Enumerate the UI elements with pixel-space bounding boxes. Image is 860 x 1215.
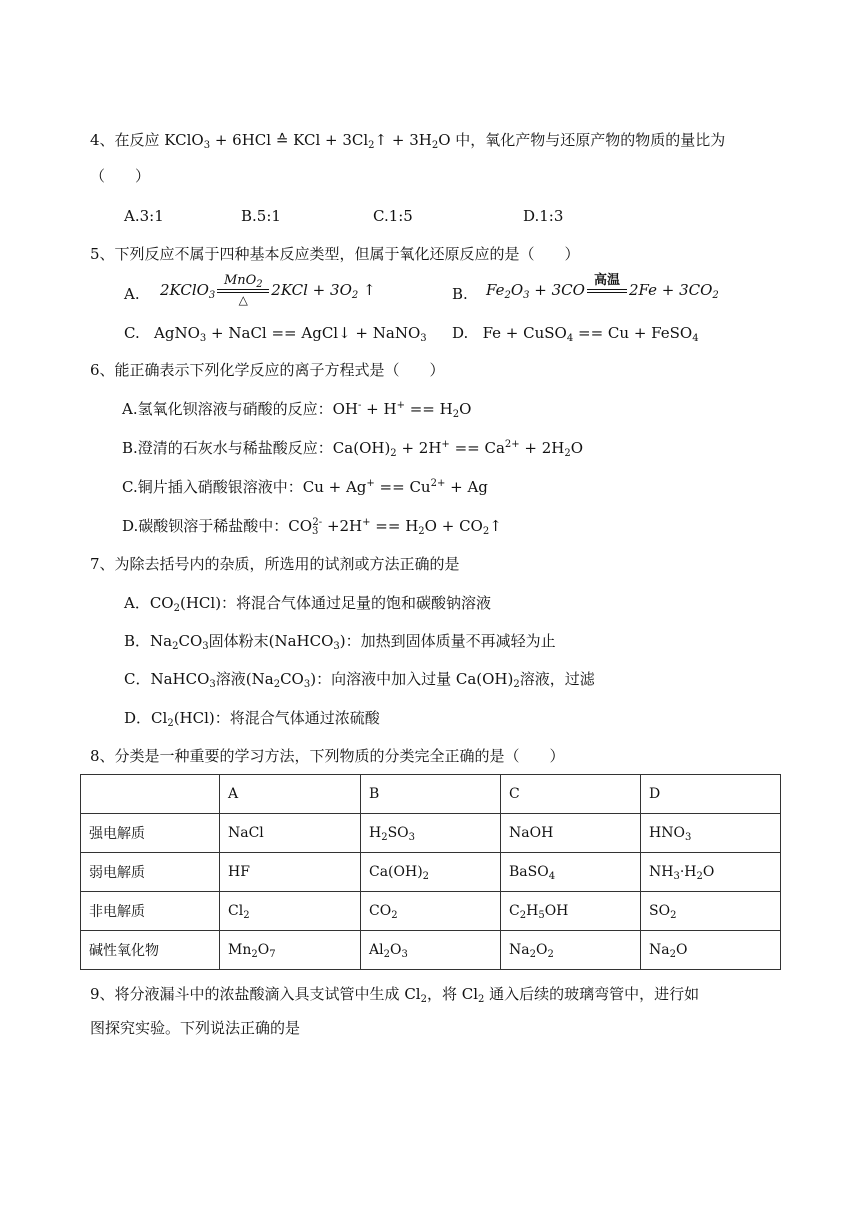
- table-cell: HF: [220, 853, 361, 892]
- table-header-cell: B: [361, 775, 501, 814]
- table-cell: $NH_3\cdot H_2O$: [641, 853, 781, 892]
- row-label: 非电解质: [81, 892, 220, 931]
- table-cell: $H_2SO_3$: [361, 814, 501, 853]
- table-header-cell: A: [220, 775, 361, 814]
- row-label: 强电解质: [81, 814, 220, 853]
- q7-option-b: B．$Na_2CO_3$固体粉末(NaHCO$_3$)：加热到固体质量不再减轻为止: [124, 632, 556, 652]
- table-cell: $C_2H_5OH$: [501, 892, 641, 931]
- q7-option-a: A．$CO_2(HCl)$：将混合气体通过足量的饱和碳酸钠溶液: [124, 594, 492, 614]
- table-cell: BaSO$_4$: [501, 853, 641, 892]
- table-header-cell: D: [641, 775, 781, 814]
- q5-option-a-label: A.: [124, 285, 140, 303]
- q4-option-c: C.1:5: [373, 207, 413, 225]
- q5-option-c: C. AgNO$_3$ + NaCl == AgCl↓ + NaNO$_3$: [124, 324, 427, 344]
- table-header-row: [81, 775, 781, 814]
- q6-option-d: D.碳酸钡溶于稀盐酸中：$CO_3^{2-} +2H^+ == H_2O$ + $CO_2↑$: [122, 517, 502, 537]
- table-cell: $SO_2$: [641, 892, 781, 931]
- table-cell: $Ca(OH)_2$: [361, 853, 501, 892]
- table-cell: $Na_2O_2$: [501, 931, 641, 970]
- q6-stem: 6、能正确表示下列化学反应的离子方程式是（ ）: [90, 361, 445, 379]
- table-row: [81, 892, 781, 931]
- row-label: 碱性氧化物: [81, 931, 220, 970]
- table-header-cell: C: [501, 775, 641, 814]
- q7-stem: 7、为除去括号内的杂质，所选用的试剂或方法正确的是: [90, 555, 460, 573]
- q8-stem: 8、分类是一种重要的学习方法，下列物质的分类完全正确的是（ ）: [90, 747, 565, 765]
- table-cell: $Na_2O$: [641, 931, 781, 970]
- table-row: [81, 853, 781, 892]
- q6-option-b: B.澄清的石灰水与稀盐酸反应：$Ca(OH)_2 + 2H^+ == Ca^{2+} + 2H_2O$: [122, 439, 584, 459]
- q5-a-condition: MnO$_2$ △: [217, 274, 269, 307]
- q5-option-d: D. Fe + CuSO$_4$ == Cu + FeSO$_4$: [452, 324, 699, 344]
- q5-option-b-label: B.: [452, 285, 468, 303]
- q7-option-d: D．$Cl_2(HCl)$：将混合气体通过浓硫酸: [124, 709, 380, 729]
- row-label: 弱电解质: [81, 853, 220, 892]
- table-cell: $Al_2O_3$: [361, 931, 501, 970]
- q4-option-a: A.3:1: [124, 207, 164, 225]
- q4-option-b: B.5:1: [241, 207, 281, 225]
- table-row: [81, 931, 781, 970]
- q4-option-d: D.1:3: [523, 207, 564, 225]
- q5-b-condition: 高温: [587, 274, 627, 307]
- q4-stem: 4、在反应 KClO$_3$ + 6HCl ≙ KCl + $3Cl_2↑ + 3H_2O$ 中，氧化产物与还原产物的物质的量比为: [90, 131, 726, 151]
- q5-stem: 5、下列反应不属于四种基本反应类型，但属于氧化还原反应的是（ ）: [90, 245, 580, 263]
- table-cell: $Mn_2O_7$: [220, 931, 361, 970]
- classification-table: [80, 774, 781, 970]
- table-header-cell: [81, 775, 220, 814]
- table-cell: $Cl_2$: [220, 892, 361, 931]
- table-row: [81, 814, 781, 853]
- table-cell: $HNO_3$: [641, 814, 781, 853]
- q5-option-b-equation: $Fe_2O_3 + 3CO$ 高温 $2Fe + 3CO_2$: [486, 270, 719, 310]
- q4-answer-paren: （ ）: [90, 167, 151, 185]
- q5-option-a-equation: 2KClO$_3$ MnO$_2$ △ $2KCl + 3O_2$ ↑: [160, 272, 376, 307]
- q6-option-a: A.氢氧化钡溶液与硝酸的反应：$OH^- + H^+ == H_2O$: [122, 400, 472, 420]
- table-cell: NaOH: [501, 814, 641, 853]
- table-cell: $CO_2$: [361, 892, 501, 931]
- q6-option-c: C.铜片插入硝酸银溶液中：$Cu + Ag^+ == Cu^{2+} + Ag$: [122, 478, 488, 496]
- q9-stem-line-1: 9、将分液漏斗中的浓盐酸滴入具支试管中生成 $Cl_2$，将 $Cl_2$ 通入后续的玻璃弯管中，进行如: [90, 985, 700, 1005]
- table-cell: NaCl: [220, 814, 361, 853]
- q9-stem-line-2: 图探究实验。下列说法正确的是: [90, 1019, 301, 1037]
- q7-option-c: C．NaHCO$_3$溶液$(Na_2CO_3)$：向溶液中加入过量 $Ca(OH)_2$溶液，过滤: [124, 670, 595, 690]
